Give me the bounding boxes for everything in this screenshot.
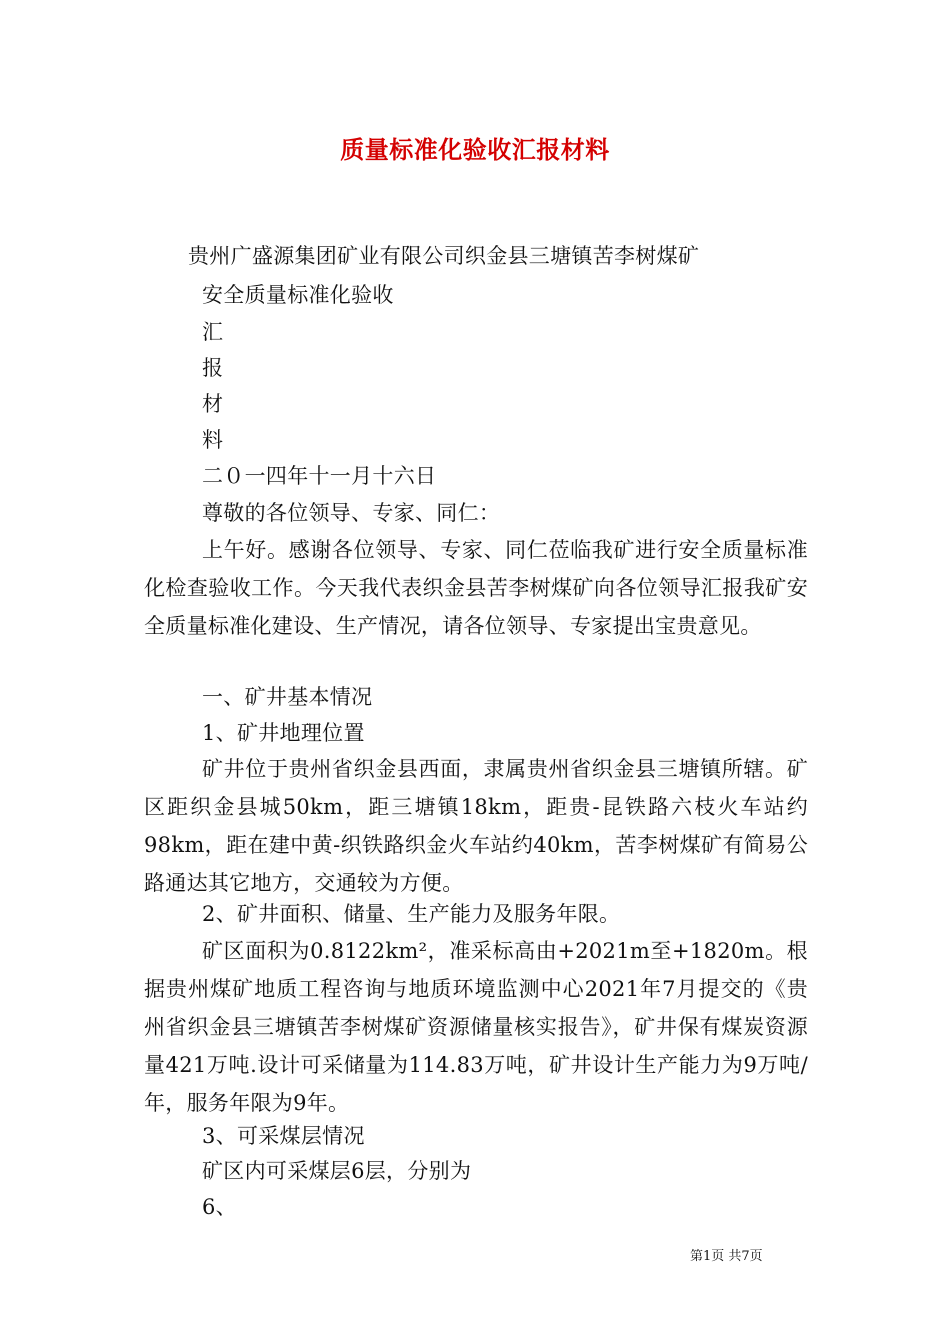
subsection-1-paragraph: 矿井位于贵州省织金县西面，隶属贵州省织金县三塘镇所辖。矿区距织金县城50km，距三塘镇18km，距贵-昆铁路六枝火车站约98km，距在建中黄-织铁路织金火车站约40km，苦李树煤矿有简易公路通达其它地方，交通较为方便。 xyxy=(144,757,808,895)
company-line: 贵州广盛源集团矿业有限公司织金县三塘镇苦李树煤矿 xyxy=(188,244,700,268)
vertical-char: 料 xyxy=(202,428,224,452)
section-1-heading: 一、矿井基本情况 xyxy=(202,685,373,709)
salutation: 尊敬的各位领导、专家、同仁： xyxy=(202,501,501,525)
subsection-3-heading: 3、可采煤层情况 xyxy=(202,1124,365,1148)
vertical-char: 材 xyxy=(202,392,224,416)
document-date: 二０一四年十一月十六日 xyxy=(202,464,437,488)
subsection-3-text: 矿区内可采煤层6层，分别为 xyxy=(202,1159,472,1183)
page-number: 第1页 共7页 xyxy=(690,1249,763,1264)
subsection-2-heading: 2、矿井面积、储量、生产能力及服务年限。 xyxy=(202,902,621,926)
intro-paragraph: 上午好。感谢各位领导、专家、同仁莅临我矿进行安全质量标准化检查验收工作。今天我代表织金县苦李树煤矿向各位领导汇报我矿安全质量标准化建设、生产情况，请各位领导、专家提出宝贵意见。 xyxy=(144,538,808,638)
vertical-char: 汇 xyxy=(202,320,224,344)
document-title: 质量标准化验收汇报材料 xyxy=(340,135,610,164)
vertical-char: 报 xyxy=(202,356,224,380)
report-title-line: 安全质量标准化验收 xyxy=(202,283,394,307)
subsection-2-paragraph: 矿区面积为0.8122km²，准采标高由+2021m至+1820m。根据贵州煤矿地质工程咨询与地质环境监测中心2021年7月提交的《贵州省织金县三塘镇苦李树煤矿资源储量核实报告》，矿井保有煤炭资源量421万吨.设计可采储量为114.83万吨，矿井设计生产能力为9万吨/年，服务年限为9年。 xyxy=(144,939,808,1115)
subsection-1-heading: 1、矿井地理位置 xyxy=(202,721,365,745)
subsection-3-item: 6、 xyxy=(202,1195,237,1219)
